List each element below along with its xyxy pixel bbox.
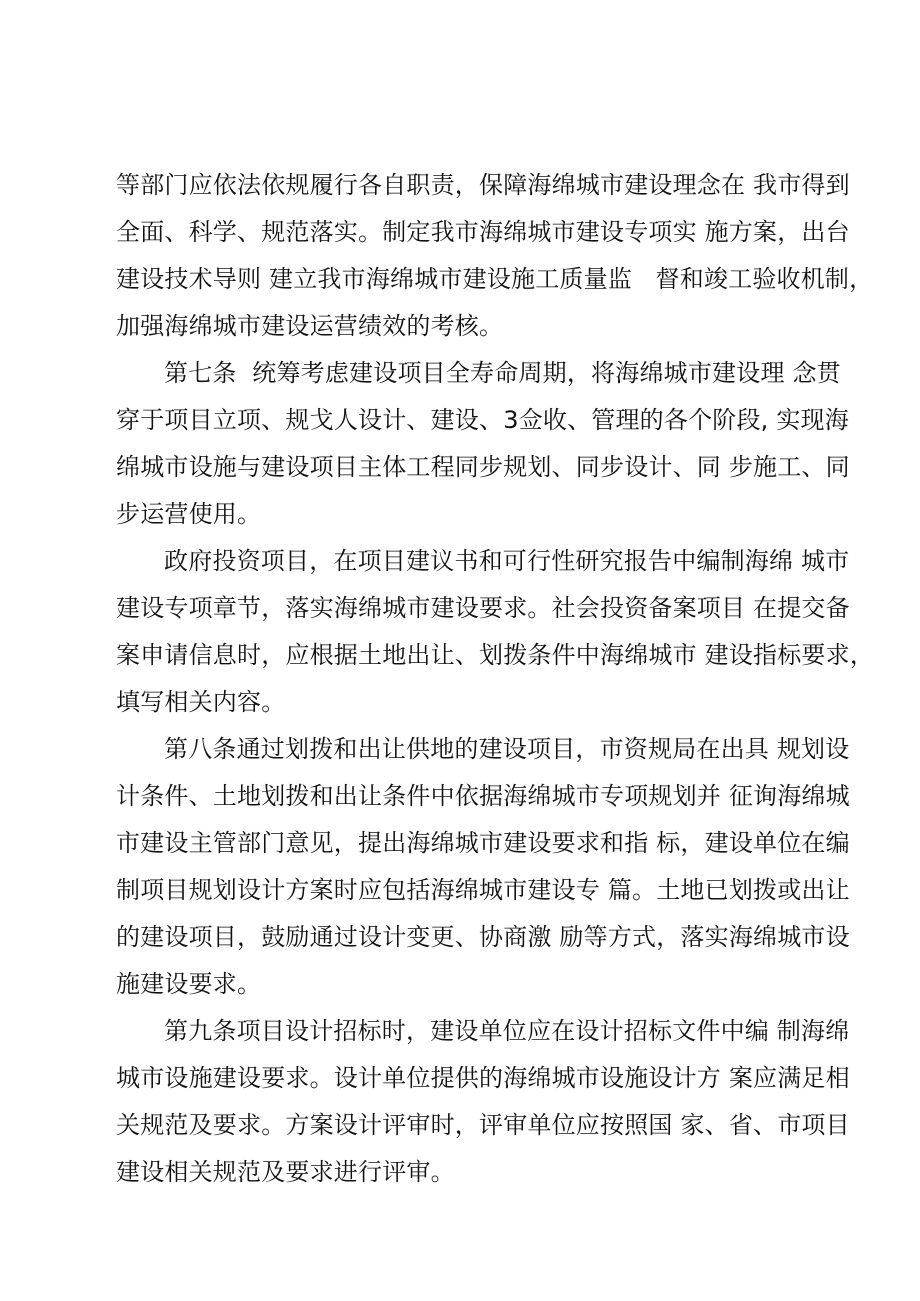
text-line: 全面、科学、规范落实。制定我市海绵城市建设专项实 施方案，出台 (116, 218, 850, 246)
text-line: 第九条项目设计招标时，建设单位应在设计招标文件中编 制海绵 (164, 1017, 850, 1045)
document-body (116, 162, 875, 1196)
paragraph-government-investment (116, 538, 875, 726)
text-line: 穿于项目立项、规戈人设计、建设、3佥收、管理的各个阶段, 实现海 (116, 406, 849, 434)
text-line: 计条件、土地划拨和出让条件中依据海绵城市专项规划并 征询海绵城 (116, 782, 850, 810)
text-line: 建设相关规范及要求进行评审。 (116, 1158, 455, 1186)
text-line: 步运营使用。 (116, 500, 262, 528)
text-line: 绵城市设施与建设项目主体工程同步规划、同步设计、同 步施工、同 (116, 453, 850, 481)
paragraph-article-7 (116, 350, 850, 538)
paragraph-duties (116, 162, 874, 350)
text-line: 的建设项目，鼓励通过设计变更、协商激 励等方式，落实海绵城市设 (116, 923, 850, 951)
text-line: 政府投资项目，在项目建议书和可行性研究报告中编制海绵 城市 (164, 547, 850, 575)
text-line: 填写相关内容。 (116, 688, 286, 716)
text-line: 城市设施建设要求。设计单位提供的海绵城市设施设计方 案应满足相 (116, 1064, 850, 1092)
paragraph-article-8 (116, 726, 850, 1008)
text-line: 建设技术导则 建立我市海绵城市建设施工质量监 督和竣工验收机制， (116, 265, 874, 293)
text-line: 制项目规划设计方案时应包括海绵城市建设专 篇。土地已划拨或出让 (116, 876, 850, 904)
paragraph-article-9 (116, 1008, 850, 1196)
text-line: 市建设主管部门意见，提出海绵城市建设要求和指 标，建设单位在编 (116, 829, 850, 857)
text-line: 关规范及要求。方案设计评审时，评审单位应按照国 家、省、市项目 (116, 1111, 850, 1139)
text-line: 等部门应依法依规履行各自职责，保障海绵城市建设理念在 我市得到 (116, 171, 850, 199)
text-line: 加强海绵城市建设运营绩效的考核。 (116, 312, 504, 340)
text-line: 第八条通过划拨和出让供地的建设项目，市资规局在出具 规划设 (164, 735, 850, 763)
text-line: 第七条 统筹考虑建设项目全寿命周期，将海绵城市建设理 念贯 (164, 359, 841, 387)
text-line: 案申请信息时，应根据土地出让、划拨条件中海绵城市 建设指标要求， (116, 641, 875, 669)
text-line: 施建设要求。 (116, 970, 262, 998)
text-line: 建设专项章节，落实海绵城市建设要求。社会投资备案项目 在提交备 (116, 594, 850, 622)
